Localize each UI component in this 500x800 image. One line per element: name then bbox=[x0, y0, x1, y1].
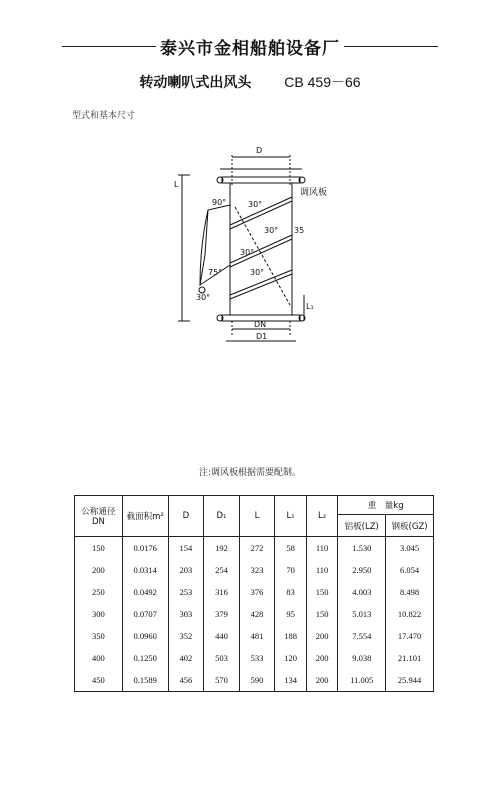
dimension-table bbox=[74, 495, 434, 692]
cell-gz: 10.822 bbox=[386, 603, 434, 625]
header-lz: 铝板(LZ) bbox=[338, 515, 386, 537]
cell-dn: 250 bbox=[75, 581, 123, 603]
label-angle-30-a: 30° bbox=[248, 200, 263, 209]
cell-l2: 200 bbox=[306, 625, 338, 647]
table-row bbox=[75, 537, 434, 560]
cell-l1: 70 bbox=[275, 559, 307, 581]
cell-d1: 503 bbox=[204, 647, 240, 669]
cell-l: 590 bbox=[239, 669, 275, 692]
technical-drawing bbox=[160, 135, 360, 350]
cell-gz: 3.045 bbox=[386, 537, 434, 560]
label-angle-75: 75° bbox=[208, 268, 223, 277]
cell-d1: 316 bbox=[204, 581, 240, 603]
cell-d1: 379 bbox=[204, 603, 240, 625]
cell-gz: 17.470 bbox=[386, 625, 434, 647]
cell-d: 303 bbox=[168, 603, 204, 625]
cell-lz: 2.950 bbox=[338, 559, 386, 581]
product-name: 转动喇叭式出风头 bbox=[139, 75, 252, 91]
cell-l1: 188 bbox=[275, 625, 307, 647]
cell-d: 352 bbox=[168, 625, 204, 647]
cell-gz: 25.944 bbox=[386, 669, 434, 692]
label-dim-35: 35 bbox=[294, 226, 305, 235]
cell-lz: 9.038 bbox=[338, 647, 386, 669]
cell-lz: 1.530 bbox=[338, 537, 386, 560]
label-dn: DN bbox=[254, 320, 267, 329]
cell-area: 0.1589 bbox=[122, 669, 168, 692]
cell-area: 0.0176 bbox=[122, 537, 168, 560]
cell-lz: 5.013 bbox=[338, 603, 386, 625]
label-d: D bbox=[256, 146, 263, 155]
cell-dn: 200 bbox=[75, 559, 123, 581]
cell-l: 481 bbox=[239, 625, 275, 647]
company-name: 泰兴市金相船舶设备厂 bbox=[160, 39, 340, 59]
cell-area: 0.1250 bbox=[122, 647, 168, 669]
cell-dn: 400 bbox=[75, 647, 123, 669]
cell-d1: 440 bbox=[204, 625, 240, 647]
cell-l1: 83 bbox=[275, 581, 307, 603]
header-d1: D₁ bbox=[204, 496, 240, 537]
cell-l: 272 bbox=[239, 537, 275, 560]
cell-l: 428 bbox=[239, 603, 275, 625]
cell-lz: 4.003 bbox=[338, 581, 386, 603]
cell-l2: 110 bbox=[306, 537, 338, 560]
cell-l: 533 bbox=[239, 647, 275, 669]
cell-d1: 192 bbox=[204, 537, 240, 560]
cell-d: 253 bbox=[168, 581, 204, 603]
cell-dn: 150 bbox=[75, 537, 123, 560]
cell-gz: 6.054 bbox=[386, 559, 434, 581]
document-title bbox=[0, 72, 500, 92]
cell-l1: 95 bbox=[275, 603, 307, 625]
cell-l1: 134 bbox=[275, 669, 307, 692]
cell-gz: 8.498 bbox=[386, 581, 434, 603]
cell-l1: 58 bbox=[275, 537, 307, 560]
cell-gz: 21.101 bbox=[386, 647, 434, 669]
cell-dn: 300 bbox=[75, 603, 123, 625]
cell-l2: 200 bbox=[306, 647, 338, 669]
table-row bbox=[75, 647, 434, 669]
cell-l2: 150 bbox=[306, 581, 338, 603]
cell-d1: 254 bbox=[204, 559, 240, 581]
table-note: 注:调风板根据需要配制。 bbox=[198, 468, 302, 478]
cell-lz: 11.005 bbox=[338, 669, 386, 692]
cell-d: 402 bbox=[168, 647, 204, 669]
cell-dn: 450 bbox=[75, 669, 123, 692]
label-angle-30-d: 30° bbox=[250, 268, 265, 277]
standard-code: CB 459－66 bbox=[284, 74, 361, 90]
header-l: L bbox=[239, 496, 275, 537]
label-angle-90: 90° bbox=[212, 198, 227, 207]
label-angle-30-b: 30° bbox=[264, 226, 279, 235]
cell-d: 456 bbox=[168, 669, 204, 692]
header-area: 截面积m² bbox=[122, 496, 168, 537]
cell-l: 323 bbox=[239, 559, 275, 581]
label-damper: 调风板 bbox=[300, 188, 328, 198]
cell-l2: 150 bbox=[306, 603, 338, 625]
cell-d: 154 bbox=[168, 537, 204, 560]
label-d1: D1 bbox=[256, 332, 268, 341]
header-gz: 钢板(GZ) bbox=[386, 515, 434, 537]
table-row bbox=[75, 559, 434, 581]
top-flange bbox=[222, 177, 300, 183]
cell-l1: 120 bbox=[275, 647, 307, 669]
cell-d1: 570 bbox=[204, 669, 240, 692]
label-l: L bbox=[174, 180, 179, 189]
label-angle-30-c: 30° bbox=[240, 248, 255, 257]
cell-d: 203 bbox=[168, 559, 204, 581]
header-rule-right bbox=[344, 46, 438, 47]
table-row bbox=[75, 625, 434, 647]
cell-l2: 110 bbox=[306, 559, 338, 581]
cell-area: 0.0314 bbox=[122, 559, 168, 581]
cell-area: 0.0492 bbox=[122, 581, 168, 603]
header-l2: L₂ bbox=[306, 496, 338, 537]
cell-dn: 350 bbox=[75, 625, 123, 647]
cell-lz: 7.554 bbox=[338, 625, 386, 647]
cell-l: 376 bbox=[239, 581, 275, 603]
label-l1: L₁ bbox=[306, 302, 314, 311]
section-subtitle: 型式和基本尺寸 bbox=[72, 111, 136, 121]
header-rule-left bbox=[62, 46, 156, 47]
table-row bbox=[75, 603, 434, 625]
table-row bbox=[75, 581, 434, 603]
header-dn: 公称通径DN bbox=[75, 496, 123, 537]
cell-l2: 200 bbox=[306, 669, 338, 692]
cell-area: 0.0960 bbox=[122, 625, 168, 647]
label-angle-30-e: 30° bbox=[196, 293, 211, 302]
header-l1: L₁ bbox=[275, 496, 307, 537]
header-weight: 重 量kg bbox=[338, 496, 434, 515]
table-row bbox=[75, 669, 434, 692]
header-d: D bbox=[168, 496, 204, 537]
cell-area: 0.0707 bbox=[122, 603, 168, 625]
